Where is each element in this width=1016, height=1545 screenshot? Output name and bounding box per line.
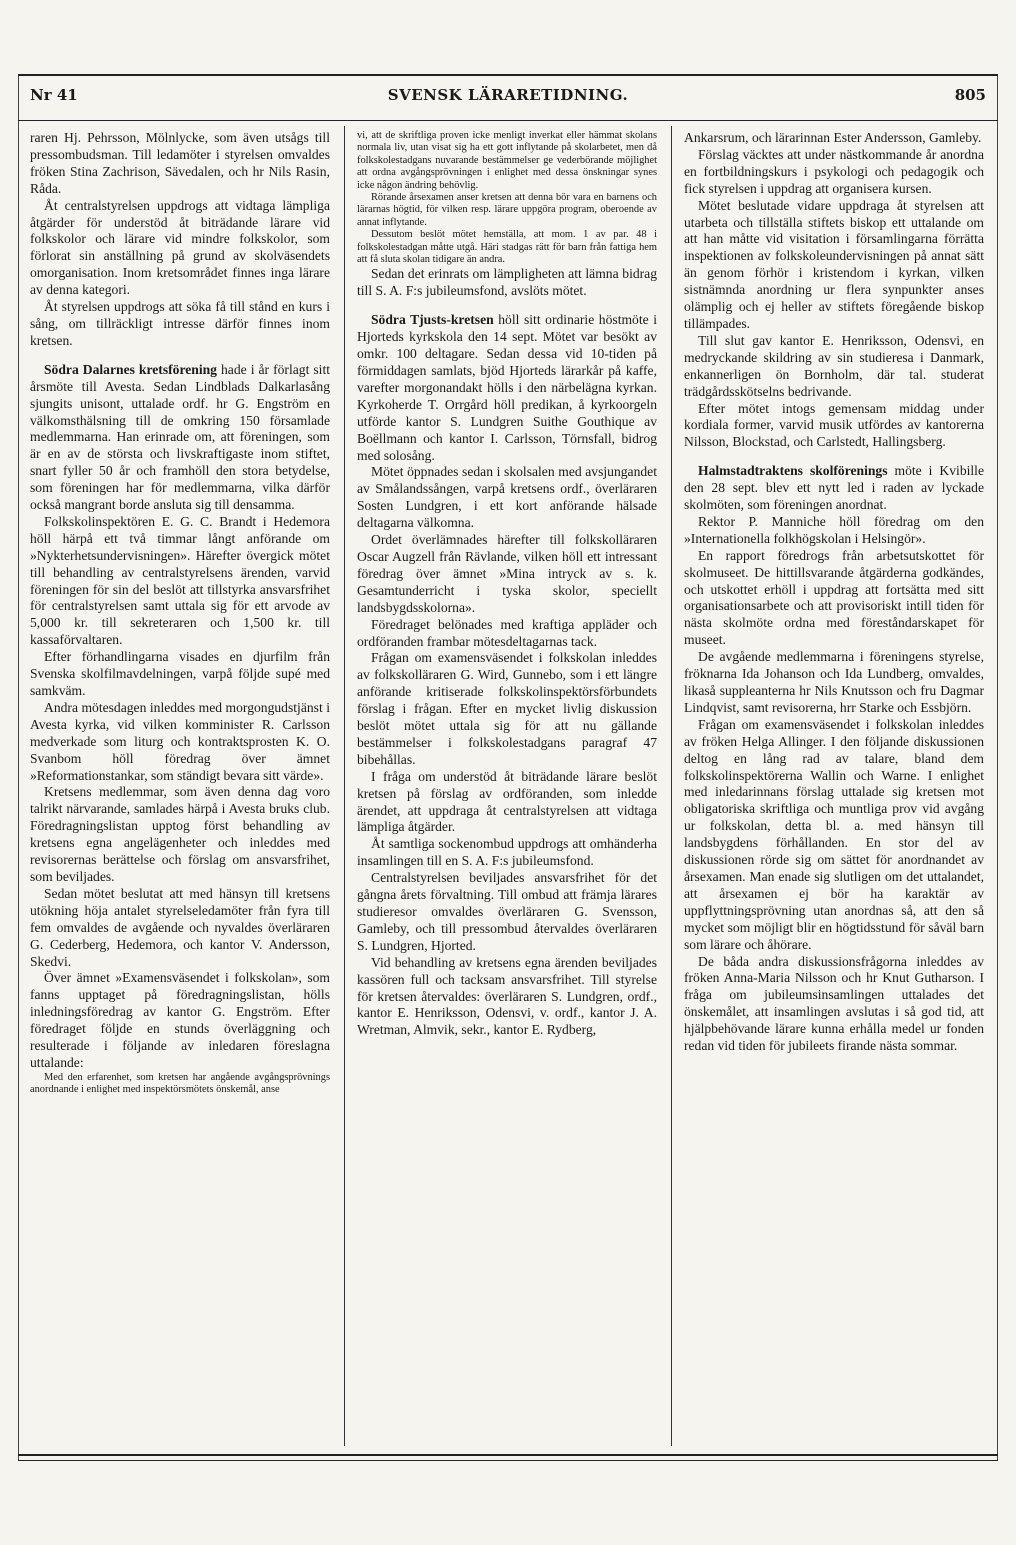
page-border-right xyxy=(997,74,998,1460)
paragraph: En rapport föredrogs från arbetsutskottet för skolmuseet. De hittillsvarande åtgärderna godkändes, och utskottet erhöll i uppdrag att fortsätta med sitt organisationsarbete och att provisoriskt intill tiden för nästa skolmöte ordna med föreståndarskapet för museet. xyxy=(684,547,984,648)
section-paragraph xyxy=(684,463,984,514)
paragraph: Vid behandling av kretsens egna ärenden beviljades kassören full och tacksam ansvarsfrihet. Till styrelse för kretsen återvaldes: överläraren S. Lundgren, ordf., kantor E. Henriksson, Odensvi, v. ordf., kantor J. A. Wretman, Almvik, sekr., kantor E. Rydberg, xyxy=(357,954,657,1038)
paragraph: Föredraget belönades med kraftiga appläder och ordföranden frambar mötesdeltagarnas tack. xyxy=(357,616,657,649)
paragraph: De avgående medlemmarna i föreningens styrelse, fröknarna Ida Johanson och Ida Lundberg, omvaldes, likaså suppleanterna hr Nils Knutsson och fru Dagmar Lindqvist, samt revisorerna, hrr Starke och Essbjörn. xyxy=(684,649,984,715)
column-2 xyxy=(357,130,657,1039)
paragraph: Till slut gav kantor E. Henriksson, Odensvi, en medryckande skildring av sin studieresa i Danmark, enkannerligen ön Bornholm, där tal. studerat trädgårdsskötselns bedrivande. xyxy=(684,332,984,399)
resolution-text: vi, att de skriftliga proven icke menligt inverkat eller hämmat skolans normala liv, utan visat sig ha ett gott inflytande på skolarbetet, men då folkskolestadgans nuvarande bestämmelser ge vederbörande möjlighet att ordna avgångsprövningen i enlighet med dessa önskningar synes icke någon ändring behövlig. xyxy=(357,130,657,191)
paragraph: Sedan det erinrats om lämpligheten att lämna bidrag till S. A. F:s jubileumsfond, avslöts mötet. xyxy=(357,266,657,299)
bottom-rule xyxy=(18,1454,998,1456)
paragraph: Frågan om examensväsendet i folkskolan inleddes av folkskolläraren G. Wird, Gunnebo, som i ett längre anförande kritiserade folkskolinspektörsförbundets förslag i frågan. Efter en mycket livlig diskussion beslöt mötet uttala sig för att nu gällande bestämmelser i folkskolestadgans paragraf 47 bibehållas. xyxy=(357,650,657,767)
section-heading: Halmstadtraktens skolförenings xyxy=(698,463,888,479)
paragraph: Mötet öppnades sedan i skolsalen med avsjungandet av Smålandssången, varpå kretsens ordf., överläraren Sosten Lundgren, i ett kort anförande hälsade deltagarna välkomna. xyxy=(357,464,657,531)
section-heading: Södra Dalarnes kretsförening xyxy=(44,361,217,377)
paragraph: Centralstyrelsen beviljades ansvarsfrihet för det gångna årets förvaltning. Till ombud att främja lärares studieresor omvaldes överläraren G. Svensson, Gamleby, och till pressombud återvaldes överläraren S. Lundgren, Hjorted. xyxy=(357,870,657,953)
section-paragraph xyxy=(30,362,330,514)
paragraph: Över ämnet »Examensväsendet i folkskolan», som fanns upptaget på föredragningslistan, hölls inledningsföredrag av kantor G. Engström. Efter föredraget följde en stunds överläggning och resulterade i följande av inledaren föreslagna uttalande: xyxy=(30,970,330,1070)
paragraph: Sedan mötet beslutat att med hänsyn till kretsens utökning höja antalet styrelseledamöter från fyra till fem omvaldes de avgående och nyvaldes överläraren G. Cederberg, Hedemora, och kantor V. Andersson, Skedvi. xyxy=(30,885,330,969)
paragraph: De båda andra diskussionsfrågorna inleddes av fröken Anna-Maria Nilsson och hr Knut Gutharson. I fråga om jubileumsinsamlingen uttalades det önskemålet, att insamlingen avslutas i så god tid, att hjälpbehövande lärare kunna erhålla medel ur fonden redan vid tiden för jubileets firande nästa sommar. xyxy=(684,953,984,1054)
paragraph: Kretsens medlemmar, som även denna dag voro talrikt närvarande, samlades härpå i Avesta bruks club. Föredragningslistan upptog först behandling av kretsens egna angelägenheter och inleddes med revisorernas berättelse och förslag om ansvarsfrihet, som beviljades. xyxy=(30,784,330,884)
paragraph: I fråga om understöd åt biträdande lärare beslöt kretsen på förslag av ordföranden, som inledde ärendet, att uppdraga åt centralstyrelsen att vidtaga lämpliga åtgärder. xyxy=(357,768,657,835)
paragraph: raren Hj. Pehrsson, Mölnlycke, som även utsågs till pressombudsman. Till ledamöter i styrelsen omvaldes fröken Stina Zachrison, Sävedalen, och hr Nils Rasin, Råda. xyxy=(30,130,330,196)
paragraph: Efter förhandlingarna visades en djurfilm från Svenska skolfilmavdelningen, varpå följde supé med samkväm. xyxy=(30,649,330,698)
header-rule xyxy=(18,120,998,121)
paragraph: Rektor P. Manniche höll föredrag om den »Internationella folkhögskolan i Helsingör». xyxy=(684,513,984,546)
column-3 xyxy=(684,130,984,1055)
paragraph: Förslag väcktes att under nästkommande år anordna en fortbildningskurs i psykologi och pedagogik och fick styrelsen i uppdrag att organisera kursen. xyxy=(684,146,984,196)
paragraph-text: höll sitt ordinarie höstmöte i Hjorteds kyrkskola den 14 sept. Mötet var besökt av omkr. 100 deltagare. Sedan dessa vid 10-tiden på förmiddagen samlats, bjöd Hjorteds lärarkår på kaffe, varefter morgonandakt hölls i den närbelägna kyrkan. Kyrkoherde T. Orrgård höll predikan, å kyrkoorgeln utförde kantor S. Lundgren Suithe Gouthique av Boëllmann och kantor I. Carlsson, Törnsfall, bidrog med solosång. xyxy=(357,312,657,463)
article-columns xyxy=(30,130,986,1450)
paragraph-text: möte i Kvibille den 28 sept. blev ett nytt led i raden av lyckade skolmöten, som föreningen anordnat. xyxy=(684,463,984,513)
column-1 xyxy=(30,130,330,1097)
paragraph: Ankarsrum, och lärarinnan Ester Andersson, Gamleby. xyxy=(684,130,982,145)
paragraph: Frågan om examensväsendet i folkskolan inleddes av fröken Helga Allinger. I den följande diskussionen deltog en lång rad av talare, bland dem folkskolinspektörerna Wallin och Warne. I enlighet med inledarinnans förslag uttalade sig kretsen mot obligatoriska skriftliga och muntliga prov vid avgång ur folkskolan, detta bl. a. med hänsyn till landsbygdens förhållanden. En stor del av diskussionen rörde sig om sättet för anordnandet av årsexamen. Man enade sig slutligen om det uttalandet, att årsexamen ej bör ha karaktär av uppflyttningsprövning utan anordnas så, att den så mycket som möjligt blir en högtidsstund för såväl barn som lärare och åhörare. xyxy=(684,716,984,952)
section-heading: Södra Tjusts-kretsen xyxy=(371,312,494,328)
paragraph: Folkskolinspektören E. G. C. Brandt i Hedemora höll härpå ett två timmar långt anförande om »Nykterhetsundervisningen». Härefter övergick mötet till behandling av centralstyrelsens ärenden, varvid föreningen för sin del beslöt att tillstyrka ansvarsfrihet för centralstyrelsen samt uttala sig för ett arvode av 5,000 kr. till sekreteraren och 1,500 kr. till kassaförvaltaren. xyxy=(30,513,330,648)
page-border-left xyxy=(18,74,19,1460)
bottom-rule-thin xyxy=(18,1460,998,1461)
paragraph: Ordet överlämnades härefter till folkskolläraren Oscar Augzell från Rävlande, vilken höll ett intressant föredrag över ämnet »Mina intryck av s. k. Gesamtunderricht i tyska skolor, speciellt landsbygdsskolorna». xyxy=(357,532,657,615)
page-header xyxy=(30,86,986,112)
top-rule xyxy=(18,74,998,76)
section-paragraph xyxy=(357,312,657,464)
paragraph: Åt samtliga sockenombud uppdrogs att omhänderha insamlingen till en S. A. F:s jubileumsfond. xyxy=(357,836,657,869)
resolution-text: Med den erfarenhet, som kretsen har angående avgångsprövnings anordnande i enlighet med inspektörsmötets önskemål, anse xyxy=(30,1071,330,1096)
paragraph: Efter mötet intogs gemensam middag under kordiala former, varvid musik utfördes av kantorerna Nilsson, Blockstad, och Carlstedt, Hallingsberg. xyxy=(684,400,984,450)
paragraph: Mötet beslutade vidare uppdraga åt styrelsen att utarbeta och tillställa stiftets biskop ett uttalande om att han måtte vid visitation i församlingarna förrätta inspektionen av folkskoleundervisningen på annat sätt än genom förhör i kristendom i kyrkan, vilken sistnämnda anordning ur flera synpunkter anses olämplig och ej heller av stiftets föregående biskop tillämpades. xyxy=(684,197,984,331)
publication-title: SVENSK LÄRARETIDNING. xyxy=(387,86,629,104)
page-number: 805 xyxy=(954,86,986,104)
paragraph: Åt styrelsen uppdrogs att söka få till stånd en kurs i sång, om tillräckligt intresse därför finnes inom kretsen. xyxy=(30,299,330,348)
resolution-text: Dessutom beslöt mötet hemställa, att mom. 1 av par. 48 i folkskolestadgan måtte utgå. Häri stadgas rätt för barn från fattiga hem att få sluta skolan tidigare än andra. xyxy=(357,229,657,266)
paragraph: Åt centralstyrelsen uppdrogs att vidtaga lämpliga åtgärder för understöd åt biträdande lärare vid folkskolor och lärare vid mindre folkskolor, som förlorat sin anställning på grund av skolväsendets omorganisation. Inom kretsområdet finnes inga lärare av denna kategori. xyxy=(30,197,330,298)
resolution-text: Rörande årsexamen anser kretsen att denna bör vara en barnens och lärarnas högtid, för vilken resp. lärare uppgöra program, oberoende av annat inflytande. xyxy=(357,192,657,228)
issue-number: Nr 41 xyxy=(30,86,78,104)
paragraph-text: hade i år förlagt sitt årsmöte till Avesta. Sedan Lindblads Dalkarlasång sjungits unisont, uttalade ordf. hr G. Engström en välkomsthälsning till de omkring 150 församlade medlemmarna. Han erinrade om, att föreningen, som är en av de största och livskraftigaste inom stiftet, snart fyller 50 år och framhöll den stora betydelse, som föreningen har för medlemmarna, vilka därför också mangrant borde ansluta sig till densamma. xyxy=(30,361,330,513)
paragraph: Andra mötesdagen inleddes med morgongudstjänst i Avesta kyrka, vid vilken komminister R. Carlsson medverkade som liturg och kontraktsprosten K. O. Svanbom höll föredrag över ämnet »Reformationstankar, som ständigt bevara sitt värde». xyxy=(30,699,330,783)
